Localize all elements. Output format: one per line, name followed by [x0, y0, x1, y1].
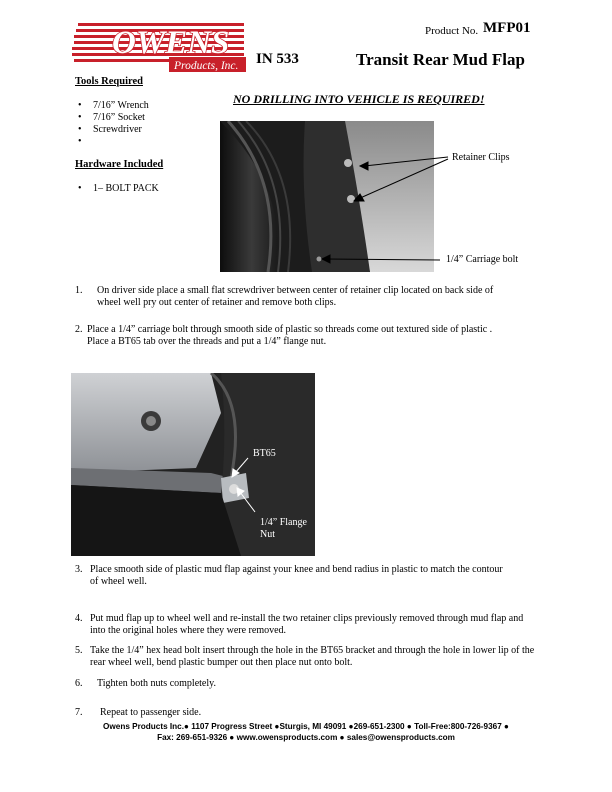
step-3: 3. Place smooth side of plastic mud flap against your knee and bend radius in plastic to match the contour of wheel well.: [75, 564, 503, 587]
no-drilling-notice: NO DRILLING INTO VEHICLE IS REQUIRED!: [233, 92, 485, 106]
product-number: MFP01: [483, 20, 531, 36]
tool-item: • 7/16” Wrench: [78, 100, 149, 111]
tools-heading: Tools Required: [75, 76, 143, 87]
svg-text:OWENS: OWENS: [112, 25, 230, 61]
step-1: 1. On driver side place a small flat screwdriver between center of retainer clip located on back side of wheel well pry out center of retainer and remove both clips.: [75, 285, 494, 308]
document-title: Transit Rear Mud Flap: [356, 50, 525, 69]
step-6: 6. Tighten both nuts completely.: [75, 678, 216, 689]
callout-carriage-bolt: 1/4” Carriage bolt: [446, 254, 519, 265]
svg-text:Products, Inc.: Products, Inc.: [174, 60, 239, 72]
tool-item: • Screwdriver: [78, 124, 142, 135]
step-7: 7. Repeat to passenger side.: [75, 707, 202, 718]
instruction-number: IN 533: [256, 51, 299, 67]
product-number-label: Product No.: [425, 25, 479, 37]
hardware-heading: Hardware Included: [75, 159, 164, 170]
callout-retainer-clips: Retainer Clips: [452, 152, 510, 163]
step-2: 2. Place a 1/4” carriage bolt through smooth side of plastic so threads come out textured side of plastic . Place a BT65 tab over the threads and put a 1/4” flange nut.: [75, 324, 493, 347]
tool-item: • 7/16” Socket: [78, 112, 145, 123]
callout-flange-nut-2: Nut: [260, 529, 275, 540]
callout-flange-nut: 1/4” Flange: [260, 517, 307, 528]
step-5: 5. Take the 1/4” hex head bolt insert through the hole in the BT65 bracket and through the hole in lower lip of the rear wheel well, bend plastic bumper out then place nut onto bolt.: [75, 645, 535, 668]
footer-contact: Owens Products Inc.● 1107 Progress Street ●Sturgis, MI 49091 ●269-651-2300 ● Toll-Free:800-726-9367 ● Fax: 269-651-9326 ● www.owensproducts.com ● sales@owensproducts.com: [103, 722, 509, 742]
hardware-item: • 1– BOLT PACK: [78, 183, 159, 194]
step-4: 4. Put mud flap up to wheel well and re-install the two retainer clips previously removed through mud flap and into the original holes where they were removed.: [75, 613, 524, 636]
callout-bt65: BT65: [253, 448, 276, 459]
